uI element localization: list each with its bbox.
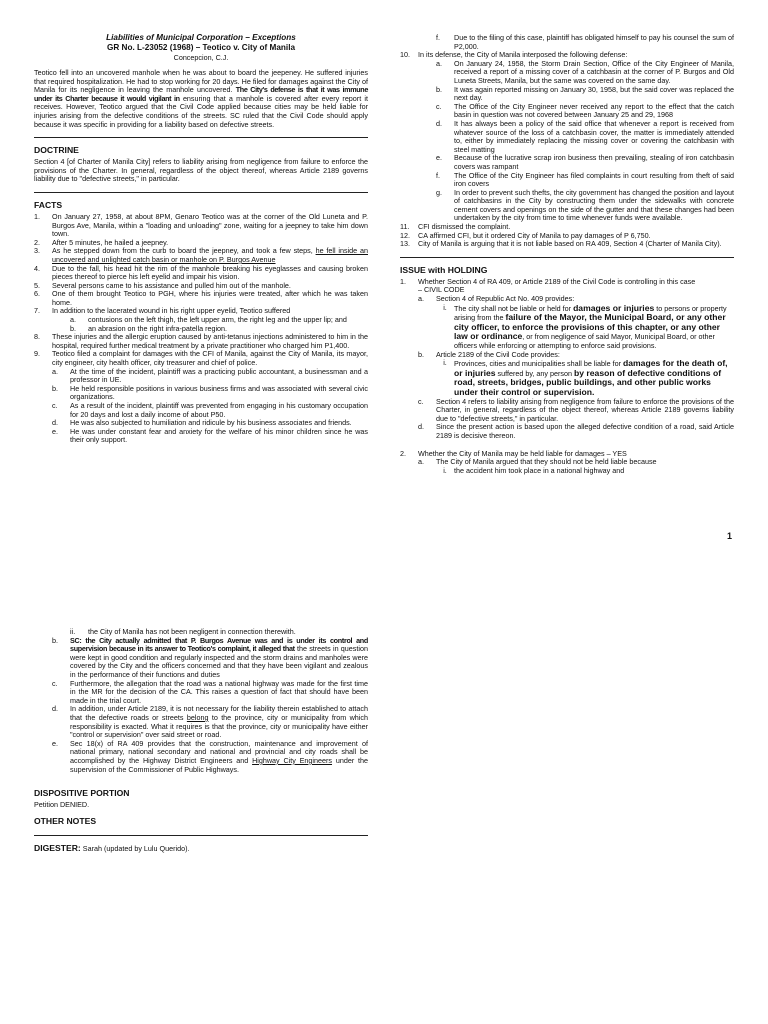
item-text: contusions on the left thigh, the left upper arm, the right leg and the upper lip; and [88, 315, 347, 325]
item-letter: b. [436, 84, 442, 94]
sub-sub-list-item [400, 467, 734, 476]
item-text: In addition to the lacerated wound in his right upper eyelid, Teotico suffered [52, 306, 291, 316]
text-part: to persons or property arising from the [454, 303, 727, 323]
item-text: Because of the lucrative scrap iron business then prevailing, stealing of iron catchbasin covers was rampant [454, 153, 734, 171]
bold-text: damages for the death of, or injuries [454, 358, 728, 378]
case-title: GR No. L-23052 (1968) – Teotico v. City of Manila [106, 43, 296, 52]
item-text [70, 637, 368, 680]
sub-list-item [34, 402, 368, 419]
list-item [34, 290, 368, 307]
item-number: 3. [34, 246, 40, 256]
intro-text-1: Teotico fell into an uncovered manhole when he was about to board the jeepeney. He suffered injuries that required hospitalization. He had to stop working for 20 days. He filed for damages against the City of Manila for its negligence in leaving the manhole uncovered. [34, 68, 368, 95]
item-text: Several persons came to his assistance and pulled him out of the manhole. [52, 280, 291, 290]
sub-list-item [34, 368, 368, 385]
list-item [34, 350, 368, 367]
sub-list-item [34, 637, 368, 680]
intro-text-3: ensuring that a manhole is covered after every report it receives. However, Teotico argued that the Civil Code applied because cities may be held liable for injuries arising from the defective conditions of the streets. SC ruled that the Civil Code should apply because it was specific in providing for a liability based on defective streets. [34, 93, 368, 129]
item-roman: i. [443, 358, 447, 368]
item-text: On January 24, 1958, the Storm Drain Section, Office of the City Engineer of Manila, received a report of a missing cover of a catchbasin at the corner of P. Burgos and Old Luneta Streets, Manila, but the same was covered on the same day. [454, 58, 734, 85]
item-letter: c. [52, 678, 58, 688]
underlined-text: Highway City Engineers [252, 755, 333, 765]
doctrine-heading: DOCTRINE [34, 145, 79, 156]
right-column [400, 34, 734, 475]
item-text-part: As he stepped down from the curb to board the jeepney, and took a few steps, [52, 246, 316, 256]
item-text: Whether the City of Manila may be held liable for damages – YES [418, 448, 627, 458]
divider [34, 137, 368, 138]
item-text: He was under constant fear and anxiety for the welfare of his minor children since he was their only support. [70, 426, 368, 445]
dispositive-text: Petition DENIED. [34, 800, 90, 810]
text-part: the streets in question were kept in good condition and regularly inspected and the storm drains and manholes were covered by the City and the officers concerned and that they have been vigilant and zealous in the performance of their functions and duties [70, 644, 368, 679]
item-letter: a. [52, 366, 58, 376]
item-letter: f. [436, 33, 440, 42]
item-text [70, 705, 368, 739]
text-part: In addition, under Article 2189, it is not necessary for the liability therein established to attach that the defective roads or streets [70, 704, 368, 722]
item-letter: c. [52, 401, 58, 410]
item-text: the City of Manila has not been negligent in connection therewith. [88, 627, 296, 636]
sub-list-item [34, 680, 368, 706]
sub-list-item [400, 34, 734, 51]
item-text: Section 4 refers to liability arising from negligence from failure to enforce the provisions of the Charter, in general, regardless of the object thereof, whereas Article 2189 governs liability due to "defective streets," in particular. [436, 396, 734, 423]
item-roman: ii. [70, 627, 76, 636]
item-letter: g. [436, 187, 442, 197]
item-text [418, 278, 734, 295]
item-text: As a result of the incident, plaintiff was prevented from engaging in his customary occupation for 20 days and lost a daily income of about P50. [70, 401, 368, 419]
sub-list-item [400, 172, 734, 189]
digester-line [34, 844, 368, 854]
list-item [400, 278, 734, 295]
item-number: 2. [34, 237, 40, 247]
other-notes-heading: OTHER NOTES [34, 815, 97, 826]
page-number: 1 [727, 531, 733, 541]
item-text: At the time of the incident, plaintiff was a practicing public accountant, a businessman and a professor in UE. [70, 366, 368, 385]
item-text: He was also subjected to humiliation and ridicule by his business associates and friends. [70, 418, 352, 428]
digester-name: Sarah (updated by Lulu Querido). [80, 843, 190, 853]
list-item [34, 247, 368, 264]
item-number: 1. [34, 211, 40, 221]
item-letter: c. [436, 101, 442, 111]
sub-sub-list-item [400, 359, 734, 397]
item-number: 13. [400, 239, 410, 249]
item-text: CA affirmed CFI, but it ordered City of Manila to pay damages of P 6,750. [418, 230, 651, 240]
item-text: One of them brought Teotico to PGH, where his injuries were treated, after which he was taken home. [52, 289, 368, 307]
item-letter: b. [52, 635, 58, 645]
item-letter: a. [418, 294, 424, 304]
sub-list-item [400, 86, 734, 103]
item-number: 4. [34, 263, 40, 273]
bold-text: damages or injuries [573, 302, 655, 313]
text-part: Sec 18(x) of RA 409 provides that the construction, maintenance and improvement of national primary, national secondary and national and provincial and city roads shall be accomplished by the Highway District Engineers and [70, 738, 368, 765]
item-text: The Office of the City Engineer has filed complaints in court resulting from theft of said iron covers [454, 170, 734, 189]
item-text: Since the present action is based upon the alleged defective condition of a road, said Article 2189 is decisive thereon. [436, 422, 734, 440]
item-text [454, 304, 734, 351]
item-text: Due to the fall, his head hit the rim of the manhole breaking his eyeglasses and causing broken pieces thereof to pierce his left eyelid and impair his vision. [52, 263, 368, 282]
divider [400, 257, 734, 258]
issue-answer: – CIVIL CODE [418, 285, 465, 295]
facts-heading: FACTS [34, 199, 63, 210]
item-letter: d. [52, 704, 58, 714]
sub-list-item [34, 385, 368, 402]
sub-sub-list-item [400, 304, 734, 351]
dispositive-heading: DISPOSITIVE PORTION [34, 788, 130, 799]
sub-list-item [400, 398, 734, 424]
sub-list-item [400, 295, 734, 304]
text-part: under the supervision of the Commissioner of Public Highways. [70, 755, 369, 774]
item-text: the accident him took place in a national highway and [454, 465, 625, 475]
issue-heading: ISSUE with HOLDING [400, 264, 488, 275]
item-text: He held responsible positions in various business firms and was associated with several civic organizations. [70, 383, 368, 402]
digester-label: DIGESTER: [34, 842, 81, 853]
item-text [70, 740, 368, 774]
item-number: 5. [34, 280, 40, 290]
item-letter: c. [418, 396, 424, 406]
item-text: It was again reported missing on January 30, 1958, but the said cover was replaced the next day. [454, 84, 734, 103]
item-roman: i. [443, 465, 447, 475]
item-text: Article 2189 of the Civil Code provides: [436, 349, 560, 359]
sub-list-item [34, 428, 368, 445]
sub-list-item [400, 103, 734, 120]
item-number: 1. [400, 276, 406, 286]
text-part: , or from negligence of said Mayor, Municipal Board, or other officers while enforcing or attempting to enforce said provisions. [454, 332, 715, 350]
item-number: 2. [400, 448, 406, 458]
item-letter: e. [52, 738, 58, 748]
sub-list-item [400, 423, 734, 440]
item-text: Furthermore, the allegation that the road was a national highway was made for the first time in the MR for the decision of the CA. This raises a question of fact that should have been made in the trial court. [70, 678, 368, 705]
item-text: After 5 minutes, he hailed a jeepney. [52, 237, 169, 247]
text-part: The city shall not be liable or held for [454, 303, 574, 313]
list-item [34, 333, 368, 350]
underlined-text: belong [186, 712, 209, 722]
text-part: Provinces, cities and municipalities shall be liable for [454, 359, 623, 369]
ponente: Concepcion, C.J. [173, 53, 229, 62]
bold-text: SC: the City actually admitted that P. Burgos Avenue was and is under its control and supervision because in its answer to Teotico's complaint, it alleged that [70, 635, 368, 654]
item-text: On January 27, 1958, at about 8PM, Genaro Teotico was at the corner of the Old Luneta and P. Burgos Ave, Manila, within a "loading and unloading" zone, waiting for a jeepney to take him down town. [52, 211, 368, 239]
item-text: City of Manila is arguing that it is not liable based on RA 409, Section 4 (Charter of Manila City). [418, 239, 722, 249]
item-letter: b. [52, 383, 58, 393]
item-number: 7. [34, 306, 40, 316]
intro-paragraph [34, 69, 368, 129]
divider [34, 835, 368, 836]
item-text [454, 359, 734, 397]
item-number: 10. [400, 50, 410, 60]
sub-list-item [400, 154, 734, 171]
item-text: The City of Manila argued that they should not be held liable because [436, 457, 657, 467]
underlined-text: he fell inside an uncovered and unlighted catch basin or manhole on P. Burgos Avenue [52, 246, 368, 264]
item-text: Due to the filing of this case, plaintiff has obligated himself to pay his counsel the sum of P2,000. [454, 33, 734, 51]
intro-text-2: The City's defense is that it was immune under its Charter because it would vigilant in [34, 85, 368, 103]
item-letter: d. [436, 118, 442, 128]
text-part: suffered by, any person [495, 368, 574, 378]
item-text: The Office of the City Engineer never received any report to the effect that the catch basin in question was not covered between January 25 and 29, 1968 [454, 101, 734, 120]
sub-list-item [400, 120, 734, 154]
continuation-block [34, 628, 368, 853]
item-letter: a. [418, 457, 424, 467]
digest-title: Liabilities of Municipal Corporation – Exceptions [106, 33, 296, 42]
item-text: In order to prevent such thefts, the city government has changed the position and layout of catchbasins in the City by constructing them under the sidewalks with concrete cement covers and openings on the side of the gutter and that these changes had been undertaken by the city from time to time whenever funds were available. [454, 187, 734, 223]
sub-list-item [34, 740, 368, 774]
list-item [400, 240, 734, 249]
item-number: 12. [400, 230, 410, 240]
issue-question: Whether Section 4 of RA 409, or Article 2189 of the Civil Code is controlling in this case [418, 276, 696, 286]
item-number: 11. [400, 222, 410, 232]
item-text: an abrasion on the right infra-patella region. [88, 323, 228, 333]
item-number: 9. [34, 349, 40, 359]
item-number: 8. [34, 332, 40, 342]
sub-list-item [400, 189, 734, 223]
left-column [34, 33, 368, 445]
item-letter: d. [52, 418, 58, 428]
item-letter: e. [436, 153, 442, 163]
list-item [34, 265, 368, 282]
item-text [52, 247, 368, 264]
text-part: to the province, city or municipality from which responsibility is exacted. What it requires is that the province, city or municipality have either "control or supervision" over said street or road. [70, 712, 368, 740]
item-text: Section 4 of Republic Act No. 409 provides: [436, 294, 575, 304]
bold-text: by reason of defective conditions of road, streets, bridges, public buildings, and other public works under their control or supervision. [454, 367, 722, 397]
item-letter: f. [436, 170, 440, 180]
item-roman: i. [443, 302, 447, 312]
bold-text: failure of the Mayor, the Municipal Board, or any other city officer, to enforce the provisions of this chapter, or any other law or ordinance [454, 312, 726, 342]
divider [34, 192, 368, 193]
item-text: CFI dismissed the complaint. [418, 222, 511, 232]
item-letter: a. [436, 58, 442, 68]
list-item [34, 213, 368, 239]
item-letter: d. [418, 422, 424, 432]
item-letter: e. [52, 426, 58, 436]
sub-list-item [34, 705, 368, 739]
item-number: 6. [34, 289, 40, 299]
doctrine-text: Section 4 [of Charter of Manila City] refers to liability arising from negligence from failure to enforce the provisions of the Charter. In general, regardless of the object thereof, whereas Article 2189 governs liability due to "defective streets," in particular. [34, 157, 368, 184]
item-letter: b. [70, 323, 76, 333]
item-letter: a. [70, 315, 76, 325]
item-text: These injuries and the allergic eruption caused by anti-tetanus injections administered to him in the hospital, required further medical treatment by a private practitioner who charged him P1,400. [52, 332, 368, 350]
item-text: It has always been a policy of the said office that whenever a report is received from whatever source of the loss of a catchbasin cover, the matter is immediately attended to, either by immediately replacing the missing cover or covering the catchbasin with steel matting [454, 118, 734, 154]
item-text: In its defense, the City of Manila interposed the following defense: [418, 50, 628, 60]
item-letter: b. [418, 349, 424, 359]
item-text: Teotico filed a complaint for damages with the CFI of Manila, against the City of Manila, its mayor, city engineer, city health officer, city treasurer and chief of police. [52, 349, 368, 368]
sub-list-item [400, 60, 734, 86]
